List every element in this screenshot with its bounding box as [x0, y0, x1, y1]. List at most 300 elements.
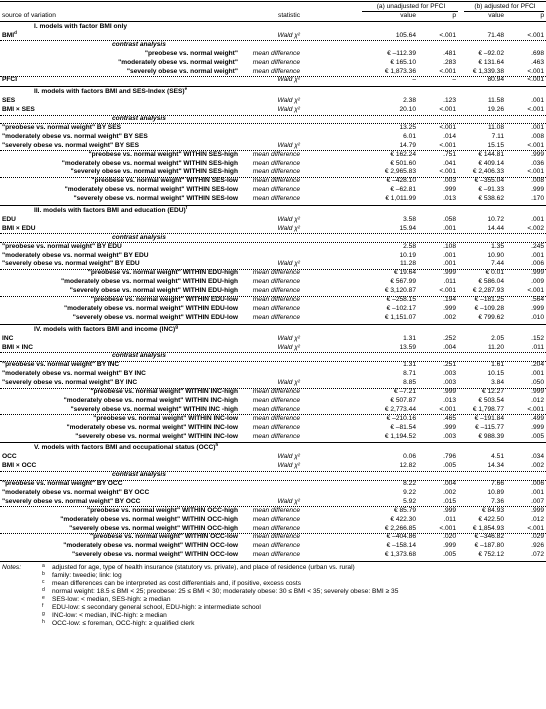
row-label-text: OCC: [2, 453, 17, 461]
value-b-cell: 10.72: [487, 215, 504, 223]
value-a-cell: –: [412, 76, 416, 84]
contrast-label: [0, 287, 238, 295]
row-label-text: SES: [2, 97, 16, 105]
p-a-cell: .002: [443, 488, 456, 496]
statistic-cell: Wald χ²: [277, 260, 300, 268]
contrast-analysis-label: contrast analysis: [112, 471, 166, 479]
p-a-cell: .041: [443, 159, 456, 167]
col-source-header: source of variation: [2, 12, 56, 19]
value-b-cell: € 503.54: [478, 396, 504, 404]
value-a-cell: 6.01: [403, 132, 416, 140]
value-b-cell: € 988.39: [478, 432, 504, 440]
statistic-cell: mean difference: [252, 414, 300, 422]
contrast-label: [0, 50, 238, 58]
table-bottom-rule: [0, 561, 546, 562]
value-b-cell: € –191.84: [474, 414, 504, 422]
value-b-cell: € 586.04: [478, 278, 504, 286]
value-a-cell: 8.22: [403, 480, 416, 487]
p-b-cell: .006: [531, 260, 544, 268]
value-b-cell: € –355.04: [474, 177, 504, 185]
statistic-cell: mean difference: [252, 405, 300, 413]
value-a-cell: € –7.21: [394, 388, 416, 395]
p-b-cell: .050: [531, 379, 544, 387]
row-label-text: "preobese vs. normal weight" WITHIN OCC-low: [89, 533, 238, 541]
p-b-cell: .011: [531, 343, 544, 351]
p-a-cell: .011: [443, 278, 456, 286]
value-a-cell: 8.71: [403, 370, 416, 378]
p-a-cell: .999: [443, 269, 456, 277]
value-b-cell: 11.08: [487, 123, 504, 131]
p-b-cell: <.001: [527, 106, 544, 114]
dotted-separator: [0, 352, 546, 353]
row-label-text: "severely obese vs. normal weight" BY SES: [2, 141, 139, 149]
p-a-cell: <.001: [439, 168, 456, 176]
note-mark: c: [42, 579, 45, 586]
value-b-cell: € 2,287.93: [472, 287, 504, 295]
value-a-cell: € 1,011.99: [385, 195, 416, 203]
p-b-cell: .001: [531, 97, 544, 105]
contrast-label: [0, 151, 238, 159]
value-a-cell: 11.28: [399, 260, 416, 268]
value-b-cell: € –181.25: [474, 296, 504, 303]
value-b-cell: € 1,798.77: [472, 405, 504, 413]
value-a-cell: € 19.64: [394, 269, 416, 277]
statistic-cell: mean difference: [252, 278, 300, 286]
row-label-text: "preobese vs. normal weight" BY SES: [2, 123, 121, 131]
p-a-cell: <.001: [439, 405, 456, 413]
statistic-cell: mean difference: [252, 195, 300, 203]
value-a-cell: 2.58: [403, 242, 416, 250]
note-text: adjusted for age, type of health insurance (statutory vs. private), and place of residence (urban vs. rural): [52, 564, 355, 572]
p-a-cell: <.001: [439, 67, 456, 75]
factor-label: [2, 97, 15, 105]
p-b-cell: .999: [531, 388, 544, 395]
p-a-cell: .481: [443, 49, 456, 57]
p-b-cell: .926: [531, 542, 544, 550]
value-a-cell: 105.64: [395, 31, 416, 39]
value-b-cell: 71.48: [487, 31, 504, 39]
row-label-text: "moderately obese vs. normal weight": [118, 58, 238, 66]
dotted-separator: [0, 471, 546, 472]
dotted-separator: [0, 115, 546, 116]
p-a-cell: .014: [443, 132, 456, 140]
note-text: OCC-low: ≤ foreman, OCC-high: ≥ qualified clerk: [52, 620, 195, 628]
section-rule: [0, 205, 546, 206]
value-a-cell: € 3,120.87: [384, 287, 416, 295]
p-b-cell: .564: [531, 296, 544, 303]
section-rule: [0, 324, 546, 325]
note-mark: d: [42, 587, 45, 594]
p-b-cell: .698: [531, 49, 544, 57]
p-a-cell: <.001: [439, 524, 456, 532]
row-label-text: "severely obese vs. normal weight" WITHIN INC-low: [75, 432, 238, 440]
p-a-cell: –: [452, 76, 456, 84]
contrast-label: [0, 160, 238, 168]
p-b-cell: .463: [531, 58, 544, 66]
p-a-cell: .013: [443, 195, 456, 203]
row-label-text: "severely obese vs. normal weight": [126, 67, 238, 75]
factor-label: [2, 216, 16, 224]
p-a-cell: .123: [443, 97, 456, 105]
value-a-cell: 1.31: [403, 361, 416, 369]
dotted-separator: [0, 233, 546, 234]
group-a-header: (a) unadjusted for PFCI: [376, 3, 446, 10]
value-b-cell: € 752.12: [478, 551, 504, 559]
value-b-cell: € 131.64: [478, 58, 504, 66]
value-b-cell: 1.35: [491, 242, 504, 250]
row-label-text: "preobese vs. normal weight" WITHIN EDU-high: [87, 269, 238, 277]
contrast-label: [0, 168, 238, 176]
statistic-cell: mean difference: [252, 150, 300, 158]
value-a-cell: € –112.39: [387, 49, 416, 57]
group-b-header: (b) adjusted for PFCI: [474, 3, 536, 10]
value-a-cell: € 1,373.68: [384, 551, 416, 559]
value-b-cell: € 84.93: [482, 506, 504, 514]
value-a-cell: 20.10: [399, 106, 416, 114]
row-label-text: "severely obese vs. normal weight" BY EDU: [2, 260, 140, 268]
row-label-text: "moderately obese vs. normal weight" BY SES: [2, 132, 148, 140]
statistic-cell: mean difference: [252, 269, 300, 277]
value-a-cell: € –62.81: [390, 186, 416, 194]
value-a-cell: € 507.87: [390, 396, 416, 404]
row-label-text: "preobese vs. normal weight" WITHIN SES-high: [88, 150, 238, 158]
value-b-cell: € 0.01: [485, 269, 504, 277]
factor-label: [2, 106, 35, 114]
value-a-cell: € 2,965.83: [384, 168, 416, 176]
value-b-cell: 4.51: [491, 453, 504, 461]
p-b-cell: .001: [531, 215, 544, 223]
value-b-cell: 7.44: [491, 260, 504, 268]
p-b-cell: .999: [531, 186, 544, 194]
contrast-label: [2, 260, 140, 268]
contrast-label: [2, 252, 148, 260]
p-a-cell: .999: [443, 506, 456, 514]
statistic-cell: mean difference: [252, 423, 300, 431]
p-a-cell: .194: [443, 296, 456, 303]
factor-label: [2, 335, 13, 343]
contrast-label: [0, 406, 238, 414]
statistic-cell: Wald χ²: [277, 76, 300, 84]
p-b-cell: .012: [531, 396, 544, 404]
value-a-cell: € 1,873.36: [384, 67, 416, 75]
note-text: SES-low: < median, SES-high: ≥ median: [52, 596, 171, 604]
col-statistic-header: statistic: [278, 12, 300, 19]
notes-title: Notes:: [2, 564, 22, 572]
p-a-cell: .002: [443, 313, 456, 321]
value-a-cell: € 501.60: [390, 159, 416, 167]
row-label-text: PFCI: [2, 76, 18, 84]
statistic-cell: Wald χ²: [277, 215, 300, 223]
factor-label: [2, 453, 17, 461]
p-a-cell: .999: [443, 423, 456, 431]
p-a-cell: .001: [443, 260, 456, 268]
section-title-wrap: [34, 444, 218, 452]
factor-label: [2, 29, 17, 40]
statistic-cell: mean difference: [252, 515, 300, 523]
value-b-cell: 3.84: [491, 379, 504, 387]
contrast-label: [0, 305, 238, 313]
statistic-cell: mean difference: [252, 177, 300, 185]
row-label-text: "preobese vs. normal weight" BY OCC: [2, 480, 123, 487]
value-a-cell: € 422.30: [390, 515, 416, 523]
row-label-text: "preobese vs. normal weight" WITHIN EDU-low: [90, 296, 238, 303]
contrast-label: [0, 195, 238, 203]
p-a-cell: .999: [443, 542, 456, 550]
row-label-text: "severely obese vs. normal weight" WITHIN OCC-high: [69, 524, 238, 532]
row-label-text: INC: [2, 334, 14, 342]
row-label-text: "moderately obese vs. normal weight" WITHIN INC-low: [66, 423, 238, 431]
contrast-label: [2, 243, 122, 251]
value-a-cell: € –158.14: [386, 542, 416, 550]
value-a-cell: 12.82: [399, 462, 416, 470]
section-title-wrap: [34, 323, 178, 334]
contrast-analysis-label: contrast analysis: [112, 115, 166, 122]
p-b-cell: .001: [531, 251, 544, 259]
value-b-cell: € –115.77: [475, 423, 504, 431]
row-label-text: "moderately obese vs. normal weight" WITHIN INC-high: [63, 396, 238, 404]
value-b-cell: € –92.02: [478, 49, 504, 57]
p-b-cell: <.002: [527, 224, 544, 232]
statistic-cell: Wald χ²: [277, 141, 300, 149]
row-label-text: "moderately obese vs. normal weight" WITHIN OCC-high: [60, 515, 238, 523]
contrast-label: [0, 59, 238, 67]
row-label-text: "preobese vs. normal weight" BY EDU: [2, 242, 122, 250]
note-mark: g: [42, 611, 45, 618]
p-a-cell: .005: [443, 462, 456, 470]
value-b-cell: 10.89: [487, 488, 504, 496]
p-b-cell: <.001: [527, 168, 544, 176]
value-b-cell: 1.61: [491, 361, 504, 369]
value-b-cell: 10.15: [487, 370, 504, 378]
value-a-cell: 0.06: [403, 453, 416, 461]
statistic-cell: mean difference: [252, 159, 300, 167]
value-a-cell: € 85.79: [394, 506, 416, 514]
p-a-cell: .465: [443, 414, 456, 422]
p-b-cell: .001: [531, 123, 544, 131]
note-mark: f: [42, 603, 44, 610]
value-a-cell: € –258.15: [386, 296, 416, 303]
section-title: I. models with factor BMI only: [34, 23, 128, 30]
value-a-cell: € 1,194.52: [384, 432, 416, 440]
p-b-cell: .002: [531, 462, 544, 470]
p-a-cell: .058: [443, 215, 456, 223]
value-a-cell: € 1,151.07: [384, 313, 416, 321]
p-a-cell: .003: [443, 379, 456, 387]
contrast-label: [0, 177, 238, 185]
p-b-cell: .007: [531, 497, 544, 505]
p-a-cell: .004: [443, 480, 456, 487]
p-a-cell: .796: [443, 453, 456, 461]
value-b-cell: € 2,406.33: [472, 168, 504, 176]
row-label-text: "moderately obese vs. normal weight" WITHIN SES-low: [64, 186, 238, 194]
value-b-cell: € 12.27: [482, 388, 504, 395]
contrast-label: [2, 124, 121, 132]
p-b-cell: .072: [531, 551, 544, 559]
col-p-a-header: p: [452, 12, 456, 19]
contrast-label: [2, 480, 122, 488]
p-a-cell: .999: [443, 388, 456, 395]
p-b-cell: .204: [531, 361, 544, 369]
p-a-cell: .005: [443, 551, 456, 559]
statistic-cell: mean difference: [252, 49, 300, 57]
footnote-mark: h: [215, 442, 219, 448]
statistic-cell: mean difference: [252, 168, 300, 176]
p-b-cell: .036: [531, 159, 544, 167]
row-label-text: "severely obese vs. normal weight" WITHIN SES-low: [73, 195, 238, 203]
dotted-separator: [0, 40, 546, 41]
row-label-text: "moderately obese vs. normal weight" WITHIN SES-high: [61, 159, 238, 167]
contrast-label: [0, 507, 238, 515]
statistic-cell: Wald χ²: [277, 31, 300, 39]
note-text: INC-low: < median, INC-high: ≥ median: [52, 612, 167, 620]
row-label-text: BMI × INC: [2, 343, 33, 351]
note-mark: e: [42, 595, 45, 602]
value-a-cell: 10.19: [399, 251, 416, 259]
statistic-cell: mean difference: [252, 287, 300, 295]
row-label-text: "moderately obese vs. normal weight" BY INC: [2, 370, 146, 378]
contrast-label: [0, 314, 238, 322]
contrast-label: [0, 542, 238, 550]
footnote-mark: e: [184, 86, 188, 92]
row-label-text: "preobese vs. normal weight" WITHIN OCC-high: [87, 506, 238, 514]
value-a-cell: 9.22: [403, 488, 416, 496]
contrast-label: [0, 433, 238, 441]
row-label-text: "moderately obese vs. normal weight" WITHIN OCC-low: [63, 542, 238, 550]
factor-label: [2, 225, 36, 233]
value-a-cell: € –102.17: [386, 304, 416, 312]
value-b-cell: 80.94: [487, 76, 504, 84]
table-top-rule: [0, 1, 546, 2]
section-title: V. models with factors BMI and occupational status (OCC): [34, 444, 216, 452]
contrast-label: [0, 397, 238, 405]
value-b-cell: 15.15: [487, 141, 504, 149]
note-text: normal weight: 18.5 ≤ BMI < 25; preobese: 25 ≤ BMI < 30; moderately obese: 30 ≤ BMI < 35; severely obese: BMI ≥ 35: [52, 588, 399, 596]
p-b-cell: <.001: [527, 287, 544, 295]
p-b-cell: .999: [531, 150, 544, 158]
contrast-label: [2, 133, 148, 141]
value-a-cell: 13.25: [399, 123, 416, 131]
p-a-cell: .003: [443, 370, 456, 378]
row-label-text: "preobese vs. normal weight" WITHIN INC-high: [90, 388, 238, 395]
value-a-cell: € –404.86: [386, 533, 416, 541]
p-a-cell: .251: [443, 361, 456, 369]
p-b-cell: .005: [531, 432, 544, 440]
note-text: EDU-low: ≤ secondary general school, EDU-high: ≥ intermediate school: [52, 604, 261, 612]
p-a-cell: <.001: [439, 287, 456, 295]
statistic-cell: mean difference: [252, 58, 300, 66]
value-a-cell: € 567.99: [390, 278, 416, 286]
row-label-text: BMI × EDU: [2, 224, 36, 232]
statistic-cell: mean difference: [252, 186, 300, 194]
value-b-cell: 2.05: [491, 334, 504, 342]
statistic-cell: Wald χ²: [277, 462, 300, 470]
statistic-cell: mean difference: [252, 67, 300, 75]
statistic-cell: mean difference: [252, 524, 300, 532]
p-a-cell: .751: [443, 150, 456, 158]
p-a-cell: <.001: [439, 123, 456, 131]
row-label-text: "preobese vs. normal weight" WITHIN SES-low: [91, 177, 238, 185]
row-label-text: "preobese vs. normal weight" WITHIN INC-low: [93, 414, 238, 422]
value-b-cell: € 538.62: [478, 195, 504, 203]
p-b-cell: <.001: [527, 76, 544, 84]
value-b-cell: € –187.80: [474, 542, 504, 550]
value-b-cell: € 422.50: [478, 515, 504, 523]
contrast-label: [0, 388, 238, 396]
p-b-cell: <.001: [527, 31, 544, 39]
value-a-cell: 14.79: [399, 141, 416, 149]
statistic-cell: Wald χ²: [277, 343, 300, 351]
value-a-cell: 1.31: [403, 334, 416, 342]
p-b-cell: .001: [531, 370, 544, 378]
value-b-cell: € 1,339.38: [472, 67, 504, 75]
value-b-cell: 7.11: [491, 132, 504, 140]
value-b-cell: 14.44: [487, 224, 504, 232]
p-a-cell: .283: [443, 58, 456, 66]
p-a-cell: .001: [443, 224, 456, 232]
footnote-mark: g: [175, 323, 178, 329]
row-label-text: "moderately obese vs. normal weight" BY OCC: [2, 488, 150, 496]
value-b-cell: € –346.82: [474, 533, 504, 541]
note-text: family: tweedie; link: log: [52, 572, 122, 580]
row-label-text: "preobese vs. normal weight" BY INC: [2, 361, 120, 369]
p-b-cell: <.001: [527, 524, 544, 532]
value-a-cell: 3.58: [403, 215, 416, 223]
statistic-cell: Wald χ²: [277, 497, 300, 505]
col-value-a-header: value: [400, 12, 416, 19]
p-b-cell: .012: [531, 515, 544, 523]
note-text: mean differences can be interpreted as cost differentials and, if positive, excess costs: [52, 580, 301, 588]
value-b-cell: € –109.28: [474, 304, 504, 312]
p-b-cell: .245: [531, 242, 544, 250]
p-b-cell: .006: [531, 480, 544, 487]
statistic-cell: mean difference: [252, 551, 300, 559]
footnote-mark: f: [185, 205, 188, 210]
col-value-b-header: value: [488, 12, 504, 19]
p-a-cell: .252: [443, 334, 456, 342]
section-title: IV. models with factors BMI and income (INC): [34, 325, 176, 333]
statistic-cell: mean difference: [252, 296, 300, 303]
p-b-cell: .010: [531, 313, 544, 321]
contrast-analysis-label: contrast analysis: [112, 233, 166, 241]
value-a-cell: € 2,773.44: [384, 405, 416, 413]
p-a-cell: .011: [443, 515, 456, 523]
p-b-cell: .008: [531, 132, 544, 140]
contrast-label: [2, 361, 119, 369]
p-a-cell: .001: [443, 251, 456, 259]
p-b-cell: .999: [531, 269, 544, 277]
value-a-cell: € 2,266.85: [384, 524, 416, 532]
p-a-cell: .999: [443, 186, 456, 194]
p-b-cell: <.001: [527, 405, 544, 413]
p-a-cell: .015: [443, 497, 456, 505]
value-a-cell: 2.38: [403, 97, 416, 105]
row-label-text: "severely obese vs. normal weight" WITHIN INC -high: [70, 405, 238, 413]
section-title: III. models with factors BMI and education (EDU): [34, 207, 186, 214]
value-a-cell: € –81.54: [390, 423, 416, 431]
contrast-label: [2, 379, 137, 387]
value-b-cell: € 144.81: [478, 150, 504, 158]
statistic-cell: Wald χ²: [277, 334, 300, 342]
value-b-cell: 7.66: [491, 480, 504, 487]
row-label-text: "severely obese vs. normal weight" BY OCC: [2, 497, 141, 505]
statistic-cell: Wald χ²: [277, 453, 300, 461]
statistic-cell: mean difference: [252, 506, 300, 514]
value-b-cell: 11.58: [487, 97, 504, 105]
row-label-text: "moderately obese vs. normal weight" WITHIN EDU-low: [63, 304, 238, 312]
row-label-text: "severely obese vs. normal weight" BY INC: [2, 379, 138, 387]
p-b-cell: .034: [531, 453, 544, 461]
p-a-cell: .020: [443, 533, 456, 541]
